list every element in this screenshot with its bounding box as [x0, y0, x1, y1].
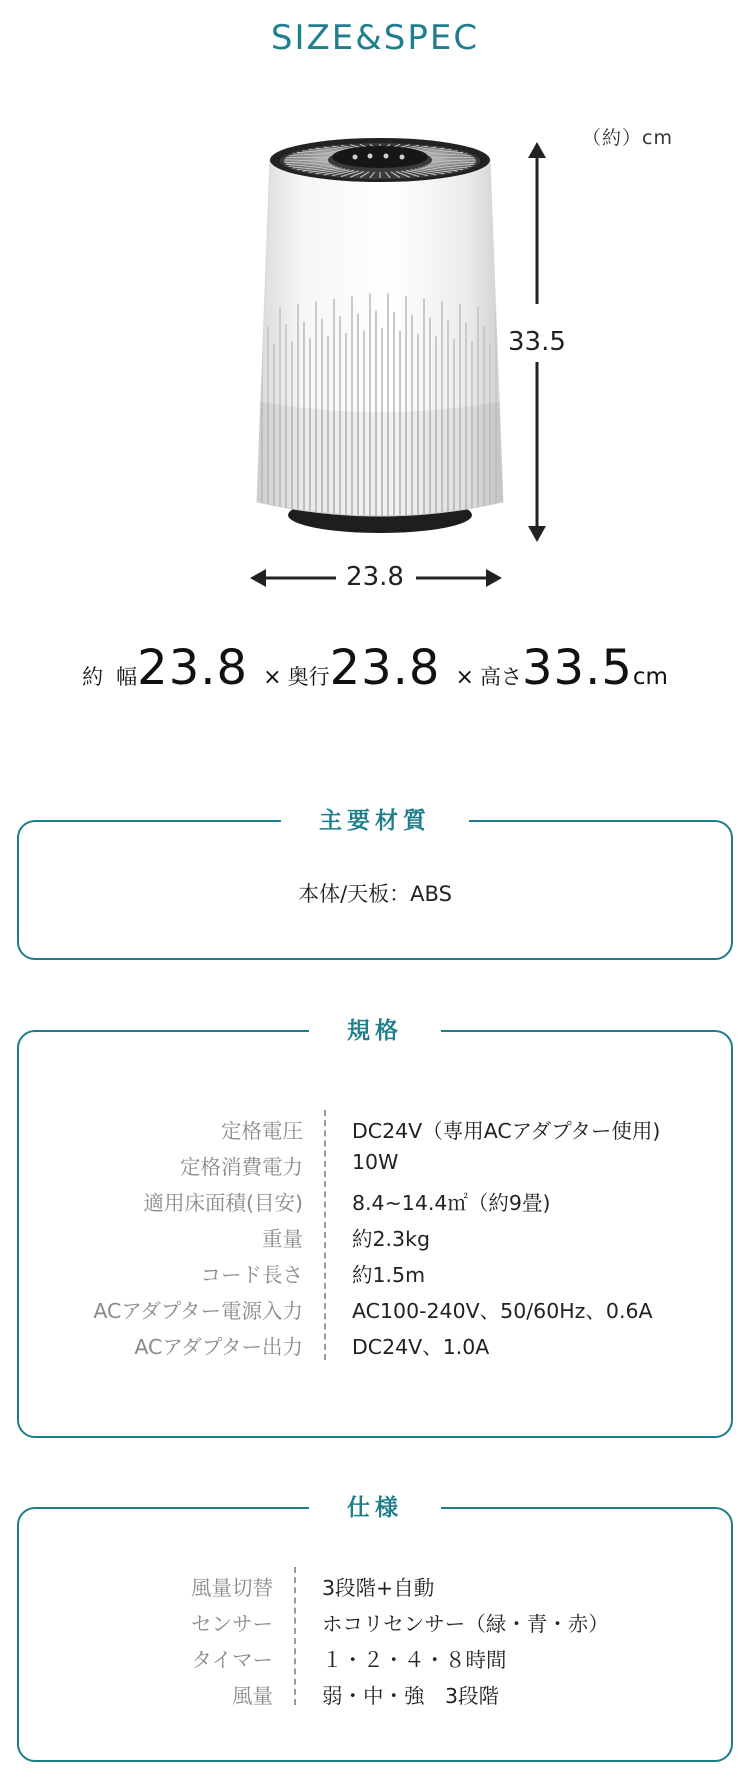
height-dimension-label: 33.5 [508, 327, 566, 357]
spec-label: 風量切替 [191, 1576, 273, 1600]
spec-row [19, 1150, 731, 1186]
materials-title: 主要材質 [281, 802, 469, 835]
features-box [17, 1495, 733, 1762]
spec-value: 10W [352, 1150, 399, 1174]
spec-label: 重量 [262, 1227, 303, 1251]
height-value: 33.5 [521, 640, 633, 696]
spec-value: 8.4~14.4㎡（約9畳) [352, 1191, 551, 1215]
spec-row [19, 1294, 731, 1330]
spec-row [19, 1222, 731, 1258]
spec-label: センサー [191, 1612, 273, 1636]
depth-value: 23.8 [329, 640, 441, 696]
width-dimension-label: 23.8 [346, 562, 404, 592]
spec-value: 弱・中・強 3段階 [322, 1684, 500, 1708]
spec-label: ACアダプター電源入力 [93, 1299, 303, 1323]
unit-label: cm [632, 664, 668, 690]
depth-prefix: 奥行 [287, 665, 330, 689]
spec-label: 適用床面積(目安) [143, 1191, 303, 1215]
specs-box [17, 1018, 733, 1438]
spec-row [19, 1114, 731, 1150]
times-symbol: × [263, 665, 282, 690]
spec-row [19, 1186, 731, 1222]
spec-value: AC100-240V、50/60Hz、0.6A [352, 1299, 653, 1323]
size-summary [0, 640, 750, 696]
spec-label: 定格電圧 [221, 1119, 303, 1143]
spec-row [19, 1258, 731, 1294]
spec-row [19, 1679, 731, 1715]
materials-text: 本体/天板：ABS [298, 882, 452, 906]
width-value: 23.8 [137, 640, 249, 696]
spec-value: 約2.3kg [352, 1227, 430, 1251]
spec-value: １・２・４・８時間 [322, 1648, 507, 1672]
materials-box [17, 808, 733, 960]
page-title: SIZE&SPEC [270, 18, 480, 58]
spec-value: 約1.5m [352, 1263, 426, 1287]
spec-value: ホコリセンサー（緑・青・赤） [322, 1612, 609, 1636]
spec-label: コード長さ [200, 1263, 303, 1287]
unit-note: （約）cm [582, 127, 673, 149]
spec-row [19, 1330, 731, 1366]
approx-label: 約 [82, 665, 104, 689]
air-purifier-image [240, 130, 520, 550]
width-prefix: 幅 [116, 665, 138, 689]
height-prefix: 高さ [479, 665, 522, 689]
spec-label: 定格消費電力 [180, 1155, 303, 1179]
spec-value: 3段階+自動 [322, 1576, 435, 1600]
spec-value: DC24V（専用ACアダプター使用) [352, 1119, 661, 1143]
spec-label: ACアダプター出力 [134, 1335, 303, 1359]
specs-title: 規格 [309, 1012, 441, 1045]
spec-row [19, 1571, 731, 1607]
features-title: 仕様 [309, 1489, 441, 1522]
spec-label: タイマー [191, 1648, 273, 1672]
times-symbol: × [455, 665, 474, 690]
spec-row [19, 1643, 731, 1679]
spec-label: 風量 [232, 1684, 273, 1708]
spec-value: DC24V、1.0A [352, 1335, 490, 1359]
spec-row [19, 1607, 731, 1643]
